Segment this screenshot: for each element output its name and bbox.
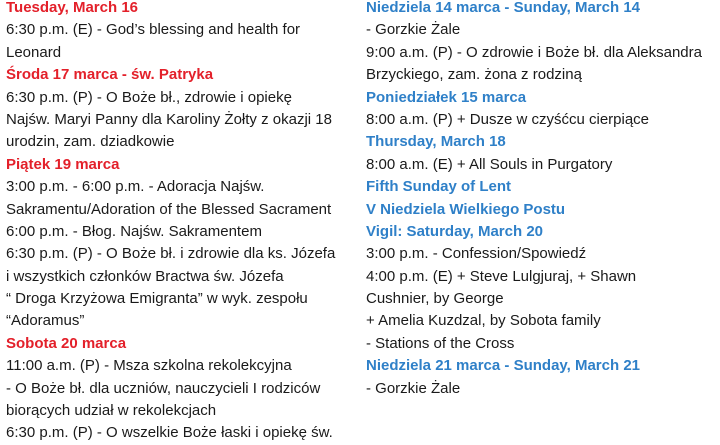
day-heading: Tuesday, March 16 <box>6 0 138 16</box>
schedule-entry-line: i wszystkich członków Bractwa św. Józefa <box>6 267 284 285</box>
day-heading: V Niedziela Wielkiego Postu <box>366 200 566 218</box>
schedule-right-column <box>366 0 716 400</box>
schedule-entry-line: 8:00 a.m. (P) + Dusze w czyśćcu cierpiące <box>366 110 650 128</box>
schedule-entry-line: 6:30 p.m. (P) - O wszelkie Boże łaski i opiekę św. <box>6 424 333 442</box>
day-heading: Poniedziałek 15 marca <box>366 88 527 106</box>
day-heading: Vigil: Saturday, March 20 <box>366 222 544 240</box>
schedule-entry-line: + Amelia Kuzdzal, by Sobota family <box>366 312 601 330</box>
day-heading: Środa 17 marca - św. Patryka <box>6 66 214 84</box>
schedule-entry-line: 9:00 a.m. (P) - O zdrowie i Boże bł. dla Aleksandra <box>366 43 702 61</box>
schedule-entry-line: Leonard <box>6 43 62 61</box>
schedule-entry-line: “Adoramus” <box>6 312 85 330</box>
schedule-entry-line: biorących udział w rekolekcjach <box>6 402 217 420</box>
schedule-entry-line: 6:30 p.m. (P) - O Boże bł. i zdrowie dla ks. Józefa <box>6 245 336 263</box>
schedule-left-column <box>6 0 346 445</box>
schedule-entry-line: urodzin, zam. dziadkowie <box>6 133 175 151</box>
day-heading: Fifth Sunday of Lent <box>366 178 511 196</box>
schedule-entry-line: - Gorzkie Żale <box>366 379 461 397</box>
schedule-entry-line: Sakramentu/Adoration of the Blessed Sacrament <box>6 200 332 218</box>
day-heading: Sobota 20 marca <box>6 334 127 352</box>
schedule-entry-line: 11:00 a.m. (P) - Msza szkolna rekolekcyjna <box>6 357 292 375</box>
schedule-entry-line: 6:30 p.m. (P) - O Boże bł., zdrowie i opiekę <box>6 88 292 106</box>
schedule-entry-line: - Stations of the Cross <box>366 334 515 352</box>
schedule-entry-line: “ Droga Krzyżowa Emigranta” w wyk. zespołu <box>6 290 308 308</box>
schedule-entry-line: 3:00 p.m. - Confession/Spowiedź <box>366 245 587 263</box>
day-heading: Niedziela 14 marca - Sunday, March 14 <box>366 0 641 16</box>
schedule-entry-line: 6:30 p.m. (E) - God’s blessing and health for <box>6 21 301 39</box>
day-heading: Niedziela 21 marca - Sunday, March 21 <box>366 357 641 375</box>
schedule-entry-line: 3:00 p.m. - 6:00 p.m. - Adoracja Najśw. <box>6 178 265 196</box>
day-heading: Piątek 19 marca <box>6 155 120 173</box>
schedule-entry-line: - O Boże bł. dla uczniów, nauczycieli I rodziców <box>6 379 321 397</box>
schedule-entry-line: Cushnier, by George <box>366 290 504 308</box>
schedule-entry-line: 4:00 p.m. (E) + Steve Lulgjuraj, + Shawn <box>366 267 637 285</box>
schedule-entry-line: Brzyckiego, zam. żona z rodziną <box>366 66 582 84</box>
schedule-entry-line: Najśw. Maryi Panny dla Karoliny Żołty z okazji 18 <box>6 110 332 128</box>
day-heading: Thursday, March 18 <box>366 133 506 151</box>
schedule-entry-line: - Gorzkie Żale <box>366 21 461 39</box>
schedule-entry-line: 6:00 p.m. - Błog. Najśw. Sakramentem <box>6 222 262 240</box>
schedule-entry-line: 8:00 a.m. (E) + All Souls in Purgatory <box>366 155 613 173</box>
